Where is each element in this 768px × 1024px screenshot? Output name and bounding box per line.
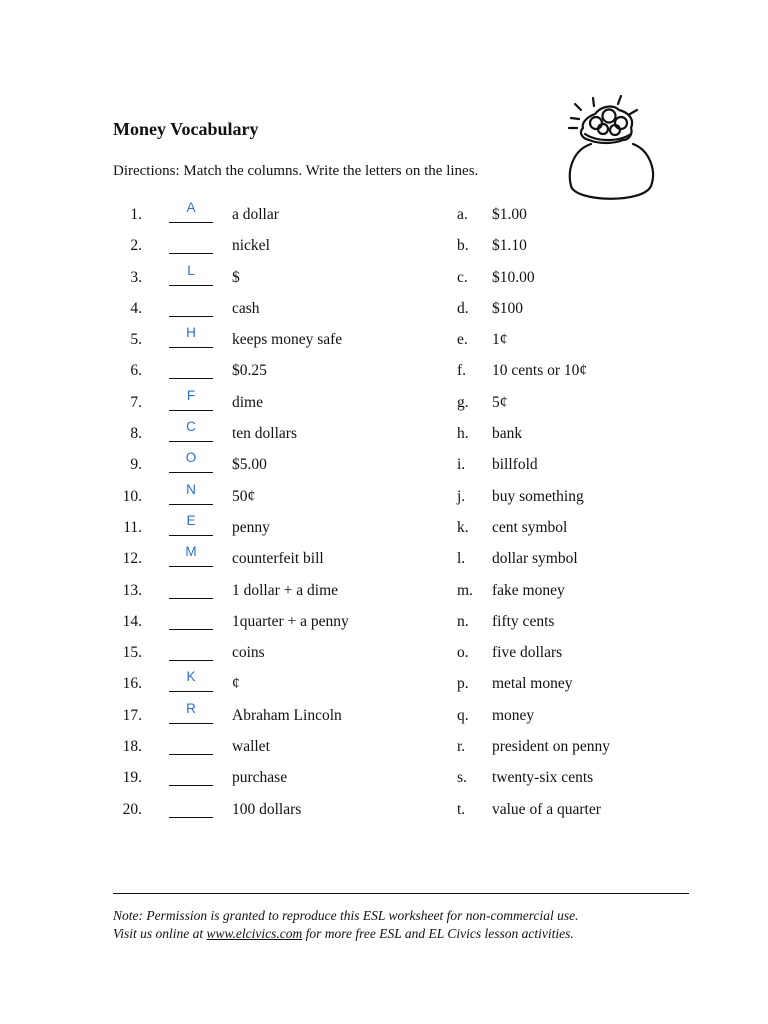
term-text: dime	[232, 393, 263, 411]
answer-blank[interactable]	[169, 300, 213, 317]
list-item	[0, 765, 768, 796]
answer-line	[169, 629, 213, 630]
item-number: 7.	[130, 393, 142, 411]
option-letter: p.	[457, 675, 469, 693]
item-number: 19.	[122, 769, 142, 787]
item-number: 1.	[130, 206, 142, 223]
definition-text: five dollars	[492, 644, 563, 662]
answer-blank[interactable]	[169, 613, 213, 630]
answer-blank[interactable]	[169, 325, 213, 348]
money-pot-icon	[563, 92, 658, 207]
definition-text: 5¢	[492, 393, 508, 411]
term-text: keeps money safe	[232, 331, 343, 349]
item-number: 2.	[130, 237, 142, 255]
list-item	[0, 797, 768, 828]
term-text: a dollar	[232, 206, 279, 223]
item-number: 11.	[123, 518, 142, 536]
answer-blank[interactable]	[169, 644, 213, 661]
list-item	[0, 233, 768, 264]
item-number: 15.	[122, 644, 142, 662]
definition-text: money	[492, 706, 535, 724]
item-number: 6.	[130, 362, 142, 380]
option-letter: r.	[457, 738, 466, 756]
list-item	[0, 700, 768, 734]
option-letter: q.	[457, 706, 469, 724]
list-item	[0, 262, 768, 296]
item-number: 8.	[130, 425, 142, 443]
answer-blank[interactable]	[169, 738, 213, 755]
definition-text: $100	[492, 299, 523, 317]
item-number: 12.	[122, 550, 142, 568]
definition-text: value of a quarter	[492, 800, 601, 818]
term-text: ten dollars	[232, 425, 297, 443]
answer-blank[interactable]	[169, 362, 213, 379]
option-letter: s.	[457, 769, 467, 787]
option-letter: a.	[457, 206, 468, 223]
answer-blank[interactable]	[169, 387, 213, 411]
item-number: 13.	[122, 581, 142, 599]
answer-letter: M	[185, 544, 197, 560]
term-text: nickel	[232, 237, 270, 255]
option-letter: h.	[457, 425, 469, 443]
answer-line	[169, 285, 213, 286]
option-letter: t.	[457, 800, 466, 818]
answer-letter: E	[186, 512, 196, 528]
item-number: 4.	[130, 299, 142, 317]
option-letter: n.	[457, 612, 469, 630]
matching-list	[0, 202, 768, 828]
answer-line	[169, 347, 213, 348]
list-item	[0, 421, 768, 452]
list-item	[0, 358, 768, 389]
definition-text: dollar symbol	[492, 550, 578, 568]
item-number: 3.	[130, 268, 142, 286]
answer-blank[interactable]	[169, 769, 213, 786]
option-letter: j.	[457, 487, 466, 505]
option-letter: i.	[457, 456, 466, 474]
answer-letter: R	[186, 700, 196, 716]
option-letter: l.	[457, 550, 466, 568]
item-number: 17.	[122, 706, 142, 724]
answer-blank[interactable]	[169, 801, 213, 818]
list-item	[0, 512, 768, 546]
list-item	[0, 609, 768, 640]
definition-text: 10 cents or 10¢	[492, 362, 588, 380]
answer-blank[interactable]	[169, 481, 213, 505]
definition-text: president on penny	[492, 738, 610, 756]
item-number: 16.	[122, 675, 142, 693]
option-letter: k.	[457, 518, 469, 536]
list-item	[0, 387, 768, 421]
permission-note: Note: Permission is granted to reproduce this ESL worksheet for non-commercial use.	[113, 908, 579, 923]
term-text: $0.25	[232, 362, 267, 380]
option-letter: o.	[457, 644, 469, 662]
definition-text: fifty cents	[492, 612, 555, 630]
answer-line	[169, 566, 213, 567]
definition-text: fake money	[492, 581, 565, 599]
definition-text: cent symbol	[492, 518, 568, 536]
answer-blank[interactable]	[169, 582, 213, 599]
term-text: $	[232, 268, 240, 286]
definition-text: $1.10	[492, 237, 527, 255]
term-text: wallet	[232, 738, 270, 756]
answer-blank[interactable]	[169, 262, 213, 286]
answer-line	[169, 817, 213, 818]
item-number: 18.	[122, 738, 142, 756]
answer-blank[interactable]	[169, 512, 213, 536]
option-letter: f.	[457, 362, 467, 380]
list-item	[0, 296, 768, 327]
term-text: counterfeit bill	[232, 550, 324, 568]
item-number: 20.	[122, 800, 142, 818]
item-number: 10.	[122, 487, 142, 505]
answer-letter: H	[186, 325, 196, 341]
list-item	[0, 640, 768, 671]
answer-line	[169, 504, 213, 505]
answer-line	[169, 441, 213, 442]
term-text: 1quarter + a penny	[232, 612, 349, 630]
list-item	[0, 546, 768, 577]
option-letter: g.	[457, 393, 469, 411]
directions-text: Directions: Match the columns. Write the letters on the lines.	[113, 163, 479, 179]
option-letter: c.	[457, 268, 468, 286]
website-link[interactable]: www.elcivics.com	[206, 926, 303, 941]
answer-blank[interactable]	[169, 544, 213, 567]
list-item	[0, 327, 768, 358]
definition-text: bank	[492, 425, 523, 443]
answer-blank[interactable]	[169, 419, 213, 442]
answer-line	[169, 660, 213, 661]
answer-letter: F	[186, 387, 196, 403]
answer-line	[169, 785, 213, 786]
list-item	[0, 578, 768, 609]
term-text: penny	[232, 518, 270, 536]
list-item	[0, 202, 768, 233]
answer-blank[interactable]	[169, 237, 213, 254]
answer-line	[169, 410, 213, 411]
term-text: purchase	[232, 769, 288, 787]
answer-letter: O	[185, 450, 197, 466]
footer-note	[113, 907, 578, 943]
term-text: ¢	[232, 675, 240, 693]
term-text: 1 dollar + a dime	[232, 581, 339, 599]
item-number: 14.	[122, 612, 142, 630]
answer-line	[169, 535, 213, 536]
answer-blank[interactable]	[169, 700, 213, 724]
term-text: coins	[232, 644, 265, 662]
answer-line	[169, 754, 213, 755]
visit-prefix: Visit us online at	[113, 926, 207, 941]
option-letter: d.	[457, 299, 469, 317]
definition-text: 1¢	[492, 331, 508, 349]
item-number: 5.	[130, 331, 142, 349]
answer-blank[interactable]	[169, 450, 213, 473]
answer-line	[169, 378, 213, 379]
term-text: Abraham Lincoln	[232, 706, 342, 724]
worksheet-title: Money Vocabulary	[113, 119, 259, 139]
definition-text: metal money	[492, 675, 573, 693]
answer-letter: L	[187, 262, 195, 278]
answer-blank[interactable]	[169, 669, 213, 692]
definition-text: $10.00	[492, 268, 535, 286]
option-letter: m.	[457, 581, 473, 599]
footer-divider	[113, 893, 689, 894]
definition-text: twenty-six cents	[492, 769, 594, 787]
answer-line	[169, 472, 213, 473]
answer-line	[169, 598, 213, 599]
answer-line	[169, 723, 213, 724]
answer-line	[169, 253, 213, 254]
definition-text: $1.00	[492, 206, 527, 223]
answer-letter: A	[186, 200, 196, 215]
list-item	[0, 481, 768, 515]
definition-text: billfold	[492, 456, 538, 474]
answer-line	[169, 222, 213, 223]
item-number: 9.	[130, 456, 142, 474]
answer-letter: C	[186, 419, 196, 435]
term-text: cash	[232, 299, 260, 317]
list-item	[0, 734, 768, 765]
visit-note	[113, 925, 578, 943]
answer-letter: N	[186, 481, 196, 497]
answer-letter: K	[186, 669, 196, 685]
answer-line	[169, 316, 213, 317]
term-text: $5.00	[232, 456, 267, 474]
term-text: 50¢	[232, 487, 256, 505]
definition-text: buy something	[492, 487, 584, 505]
option-letter: b.	[457, 237, 469, 255]
term-text: 100 dollars	[232, 800, 302, 818]
option-letter: e.	[457, 331, 468, 349]
list-item	[0, 452, 768, 483]
visit-suffix: for more free ESL and EL Civics lesson activities.	[302, 926, 574, 941]
list-item	[0, 671, 768, 702]
answer-blank[interactable]	[169, 200, 213, 223]
answer-line	[169, 691, 213, 692]
